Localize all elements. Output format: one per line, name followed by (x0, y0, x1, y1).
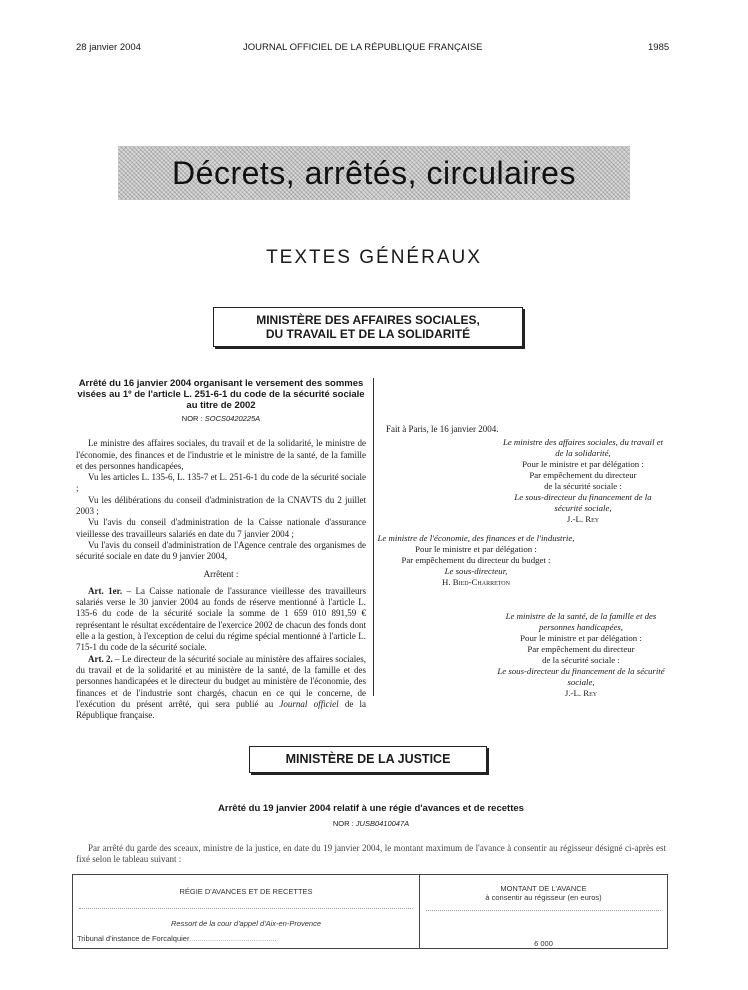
decree-1-done-at: Fait à Paris, le 16 janvier 2004. (386, 424, 499, 434)
section-banner (118, 146, 630, 200)
table-group-label: Ressort de la cour d'appel d'Aix-en-Provence (170, 919, 322, 928)
decree-1-paragraph: Le ministre des affaires sociales, du travail et de la solidarité, le ministre de l'économie, des finances et de l'industrie et le ministre de la santé, de la famille et des personnes handicapées, (76, 438, 366, 471)
ministry-line-1: MINISTÈRE DES AFFAIRES SOCIALES, (256, 313, 480, 327)
sig-1-minister: Le ministre des affaires sociales, du travail et de la solidarité, (502, 437, 664, 458)
sig-2-name: H. Bied-Charreton (442, 577, 510, 587)
table-dotted-rule (79, 908, 413, 909)
decree-1-paragraph: Vu les articles L. 135-6, L. 135-7 et L. 251-6-1 du code de la sécurité sociale ; (76, 472, 366, 494)
decree-1-article-1 (76, 586, 366, 654)
sig-1-for: Pour le ministre et par délégation : (522, 459, 644, 469)
sig-2-subdirector: Le sous-directeur, (444, 566, 508, 576)
regie-table (72, 874, 668, 949)
decree-1-paragraph: Vu les délibérations du conseil d'administration de la CNAVTS du 2 juillet 2003 ; (76, 494, 366, 517)
header-page-number: 1985 (648, 42, 670, 53)
sig-1-subdirector: Le sous-directeur du financement de la sécurité sociale, (514, 492, 652, 513)
sig-3-minister: Le ministre de la santé, de la famille et des personnes handicapées, (505, 611, 657, 632)
sig-2-for: Pour le ministre et par délégation : (415, 544, 537, 554)
decree-1-nor-label: NOR : (181, 414, 203, 423)
article-1-label: Art. 1er. (88, 585, 123, 596)
sig-1-impediment: Par empêchement du directeur (529, 470, 637, 480)
decree-1-nor (76, 413, 366, 424)
article-2-label: Art. 2. (88, 653, 113, 664)
decree-2-nor-code: JUSB0410047A (355, 819, 410, 828)
sig-3-for: Pour le ministre et par délégation : (520, 633, 642, 643)
decree-1-arretent: Arrêtent : (203, 568, 239, 579)
table-row-value: 6 000 (534, 939, 553, 948)
decree-2-intro (76, 843, 666, 866)
decree-2-title: Arrêté du 19 janvier 2004 relatif à une régie d'avances et de recettes (218, 803, 524, 814)
sig-2-impediment: Par empêchement du directeur du budget : (401, 555, 551, 565)
header-date: 28 janvier 2004 (76, 42, 141, 53)
article-2-end: de la République française. (76, 698, 367, 721)
ministry-line-2: DU TRAVAIL ET DE LA SOLIDARITÉ (265, 327, 471, 341)
table-row-leader: .......................................... (189, 934, 277, 943)
decree-2-nor (76, 819, 666, 828)
sig-3-subdirector: Le sous-directeur du financement de la sécurité sociale, (497, 666, 665, 687)
decree-1-article-2 (76, 654, 366, 722)
table-col2-header: MONTANT DE L'AVANCE (500, 884, 587, 893)
sig-3-name: J.-L. Rey (564, 688, 598, 698)
decree-2-intro-text: Par arrêté du garde des sceaux, ministre de la justice, en date du 19 janvier 2004, le montant maximum de l'avance à consentir au régisseur désigné ci-après est fixé selon le tableau suivant : (76, 843, 666, 865)
ministry-box-justice: MINISTÈRE DE LA JUSTICE (249, 746, 487, 773)
decree-1-paragraph: Vu l'avis du conseil d'administration de l'Agence centrale des organismes de sécurité sociale en date du 9 janvier 2004, (76, 539, 366, 562)
table-row-label: Tribunal d'instance de Forcalquier (77, 934, 190, 943)
ministry-box-social (213, 307, 523, 347)
article-1-text: – La Caisse nationale de l'assurance vieillesse des travailleurs salariés verse le 30 janvier 2004 au fonds de réserve mentionné à l'article L. 135-6 du code de la sécurité sociale la somme de 1 659 010 891,59 € représentant le résultat excédentaire de l'exercice 2002 de chacun des fonds dont elle a la gestion, à l'exception de celui du régime spécial mentionné à l'article L. 715-1 du code de la sécurité sociale. (76, 585, 367, 653)
decree-1-nor-code: SOCS0420225A (204, 414, 261, 423)
sig-2-minister: Le ministre de l'économie, des finances et de l'industrie, (377, 533, 575, 543)
decree-2-nor-label: NOR : (332, 819, 354, 828)
decree-1-column-left (76, 378, 366, 721)
article-2-journal: Journal officiel (279, 698, 339, 709)
decree-1-title: Arrêté du 16 janvier 2004 organisant le versement des sommes visées au 1º de l'article L. 251-6-1 du code de la sécurité sociale au titre de 2002 (77, 378, 365, 411)
column-divider (373, 378, 374, 696)
decree-1-paragraph: Vu l'avis du conseil d'administration de la Caisse nationale d'assurance vieillesse des travailleurs salariés en date du 7 janvier 2004 ; (76, 517, 366, 539)
signature-block-social (500, 437, 666, 525)
section-heading: TEXTES GÉNÉRAUX (266, 247, 482, 268)
table-cell-regie (73, 875, 420, 949)
table-dotted-rule (426, 910, 661, 911)
article-2-text: – Le directeur de la sécurité sociale au ministère des affaires sociales, du travail et de la solidarité et au ministère de la santé, de la famille et des personnes handicapées et le directeur du budget au ministère de l'économie, des finances et de l'industrie sont chargés, chacun en ce qui le concerne, de l'exécution du présent arrêté, qui sera publié au (76, 653, 366, 709)
sig-3-impediment: Par empêchement du directeur (527, 644, 635, 654)
table-cell-amount (420, 875, 668, 949)
signature-block-economy (376, 533, 576, 588)
banner-title: Décrets, arrêtés, circulaires (172, 154, 576, 191)
sig-3-of: de la sécurité sociale : (542, 655, 620, 665)
table-col2-subheader: à consentir au régisseur (en euros) (485, 893, 602, 902)
table-col1-header: RÉGIE D'AVANCES ET DE RECETTES (179, 887, 313, 896)
header-journal-title: JOURNAL OFFICIEL DE LA RÉPUBLIQUE FRANÇAISE (243, 42, 483, 53)
table-row (77, 934, 419, 943)
signature-block-health (496, 611, 666, 699)
sig-1-name: J.-L. Rey (566, 514, 600, 524)
sig-1-of: de la sécurité sociale : (544, 481, 622, 491)
